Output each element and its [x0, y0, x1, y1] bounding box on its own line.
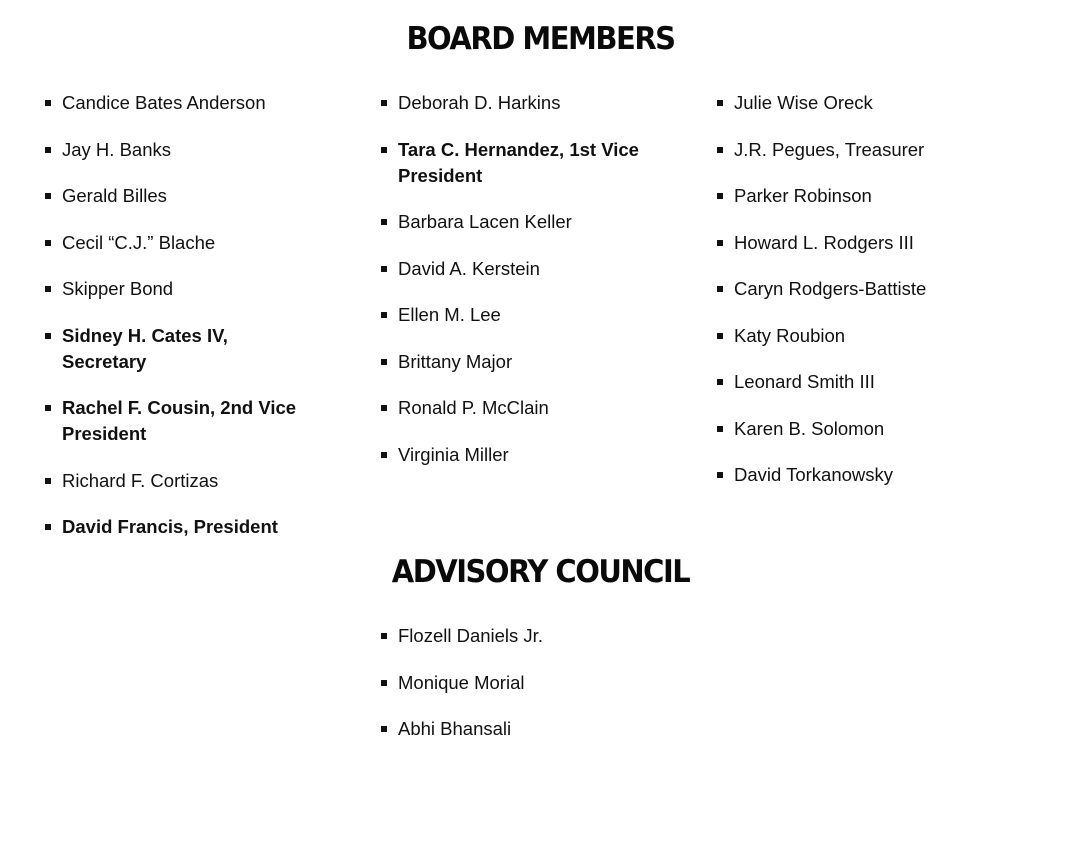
list-item: Candice Bates Anderson — [45, 90, 315, 116]
list-item: Leonard Smith III — [717, 369, 987, 395]
list-item: Ellen M. Lee — [381, 302, 651, 328]
list-item: Caryn Rodgers-Battiste — [717, 276, 987, 302]
list-item: Cecil “C.J.” Blache — [45, 230, 315, 256]
board-members-column-3 — [717, 90, 987, 509]
list-item: Ronald P. McClain — [381, 395, 651, 421]
list-item: Virginia Miller — [381, 442, 651, 468]
list-item: Barbara Lacen Keller — [381, 209, 651, 235]
list-item: David Torkanowsky — [717, 462, 987, 488]
list-item: Julie Wise Oreck — [717, 90, 987, 116]
list-item: Deborah D. Harkins — [381, 90, 651, 116]
list-item: Rachel F. Cousin, 2nd Vice President — [45, 395, 315, 447]
list-item: J.R. Pegues, Treasurer — [717, 137, 987, 163]
board-members-column-1 — [45, 90, 315, 561]
list-item: David A. Kerstein — [381, 256, 651, 282]
list-item: David Francis, President — [45, 514, 315, 540]
list-item: Jay H. Banks — [45, 137, 315, 163]
list-item: Monique Morial — [381, 670, 651, 696]
list-item: Flozell Daniels Jr. — [381, 623, 651, 649]
list-item: Skipper Bond — [45, 276, 315, 302]
list-item: Brittany Major — [381, 349, 651, 375]
list-item: Richard F. Cortizas — [45, 468, 315, 494]
advisory-council-list — [381, 623, 651, 763]
list-item: Sidney H. Cates IV, Secretary — [45, 323, 315, 375]
list-item: Gerald Billes — [45, 183, 315, 209]
list-item: Tara C. Hernandez, 1st Vice President — [381, 137, 651, 189]
list-item: Katy Roubion — [717, 323, 987, 349]
list-item: Karen B. Solomon — [717, 416, 987, 442]
board-members-column-2 — [381, 90, 651, 488]
advisory-council-heading: ADVISORY COUNCIL — [391, 552, 690, 590]
list-item: Parker Robinson — [717, 183, 987, 209]
list-item: Abhi Bhansali — [381, 716, 651, 742]
board-members-heading: BOARD MEMBERS — [406, 19, 675, 57]
list-item: Howard L. Rodgers III — [717, 230, 987, 256]
